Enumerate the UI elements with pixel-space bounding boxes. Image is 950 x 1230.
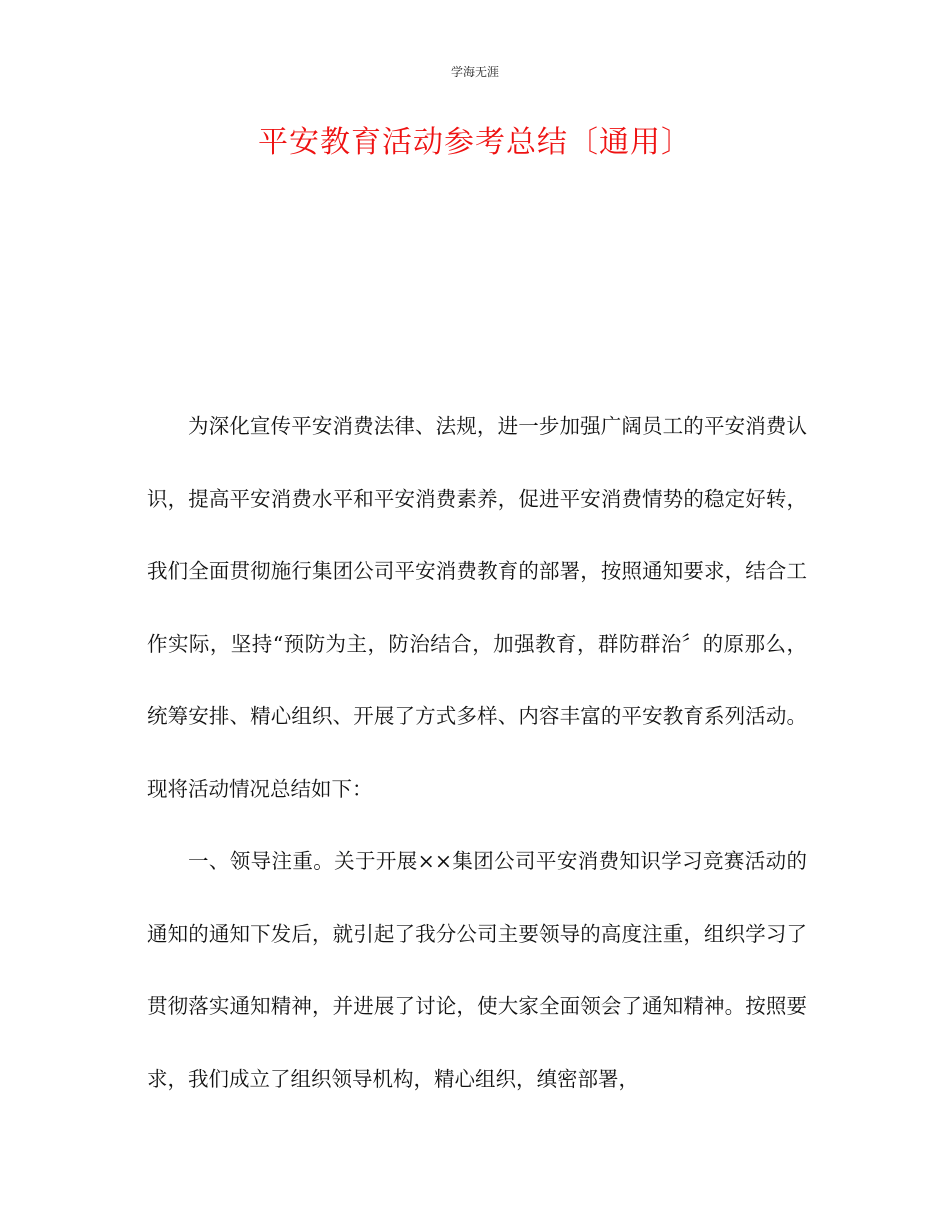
document-title: 平安教育活动参考总结〔通用〕 [258, 125, 692, 160]
page-header: 学海无涯 [450, 65, 499, 79]
document-body [147, 390, 807, 1115]
paragraph-section-one: 一、领导注重。关于开展××集团公司平安消费知识学习竞赛活动的通知的通知下发后，就引起了我分公司主要领导的高度注重，组织学习了贯彻落实通知精神，并进展了讨论，使大家全面领会了通知精神。按照要求，我们成立了组织领导机构，精心组织，缜密部署， [147, 849, 807, 1091]
paragraph-intro: 为深化宣传平安消费法律、法规，进一步加强广阔员工的平安消费认识，提高平安消费水平和平安消费素养，促进平安消费情势的稳定好转，我们全面贯彻施行集团公司平安消费教育的部署，按照通知要求，结合工作实际，坚持“预防为主，防治结合，加强教育，群防群治〞的原那么，统筹安排、精心组织、开展了方式多样、内容丰富的平安教育系列活动。现将活动情况总结如下： [147, 414, 807, 801]
